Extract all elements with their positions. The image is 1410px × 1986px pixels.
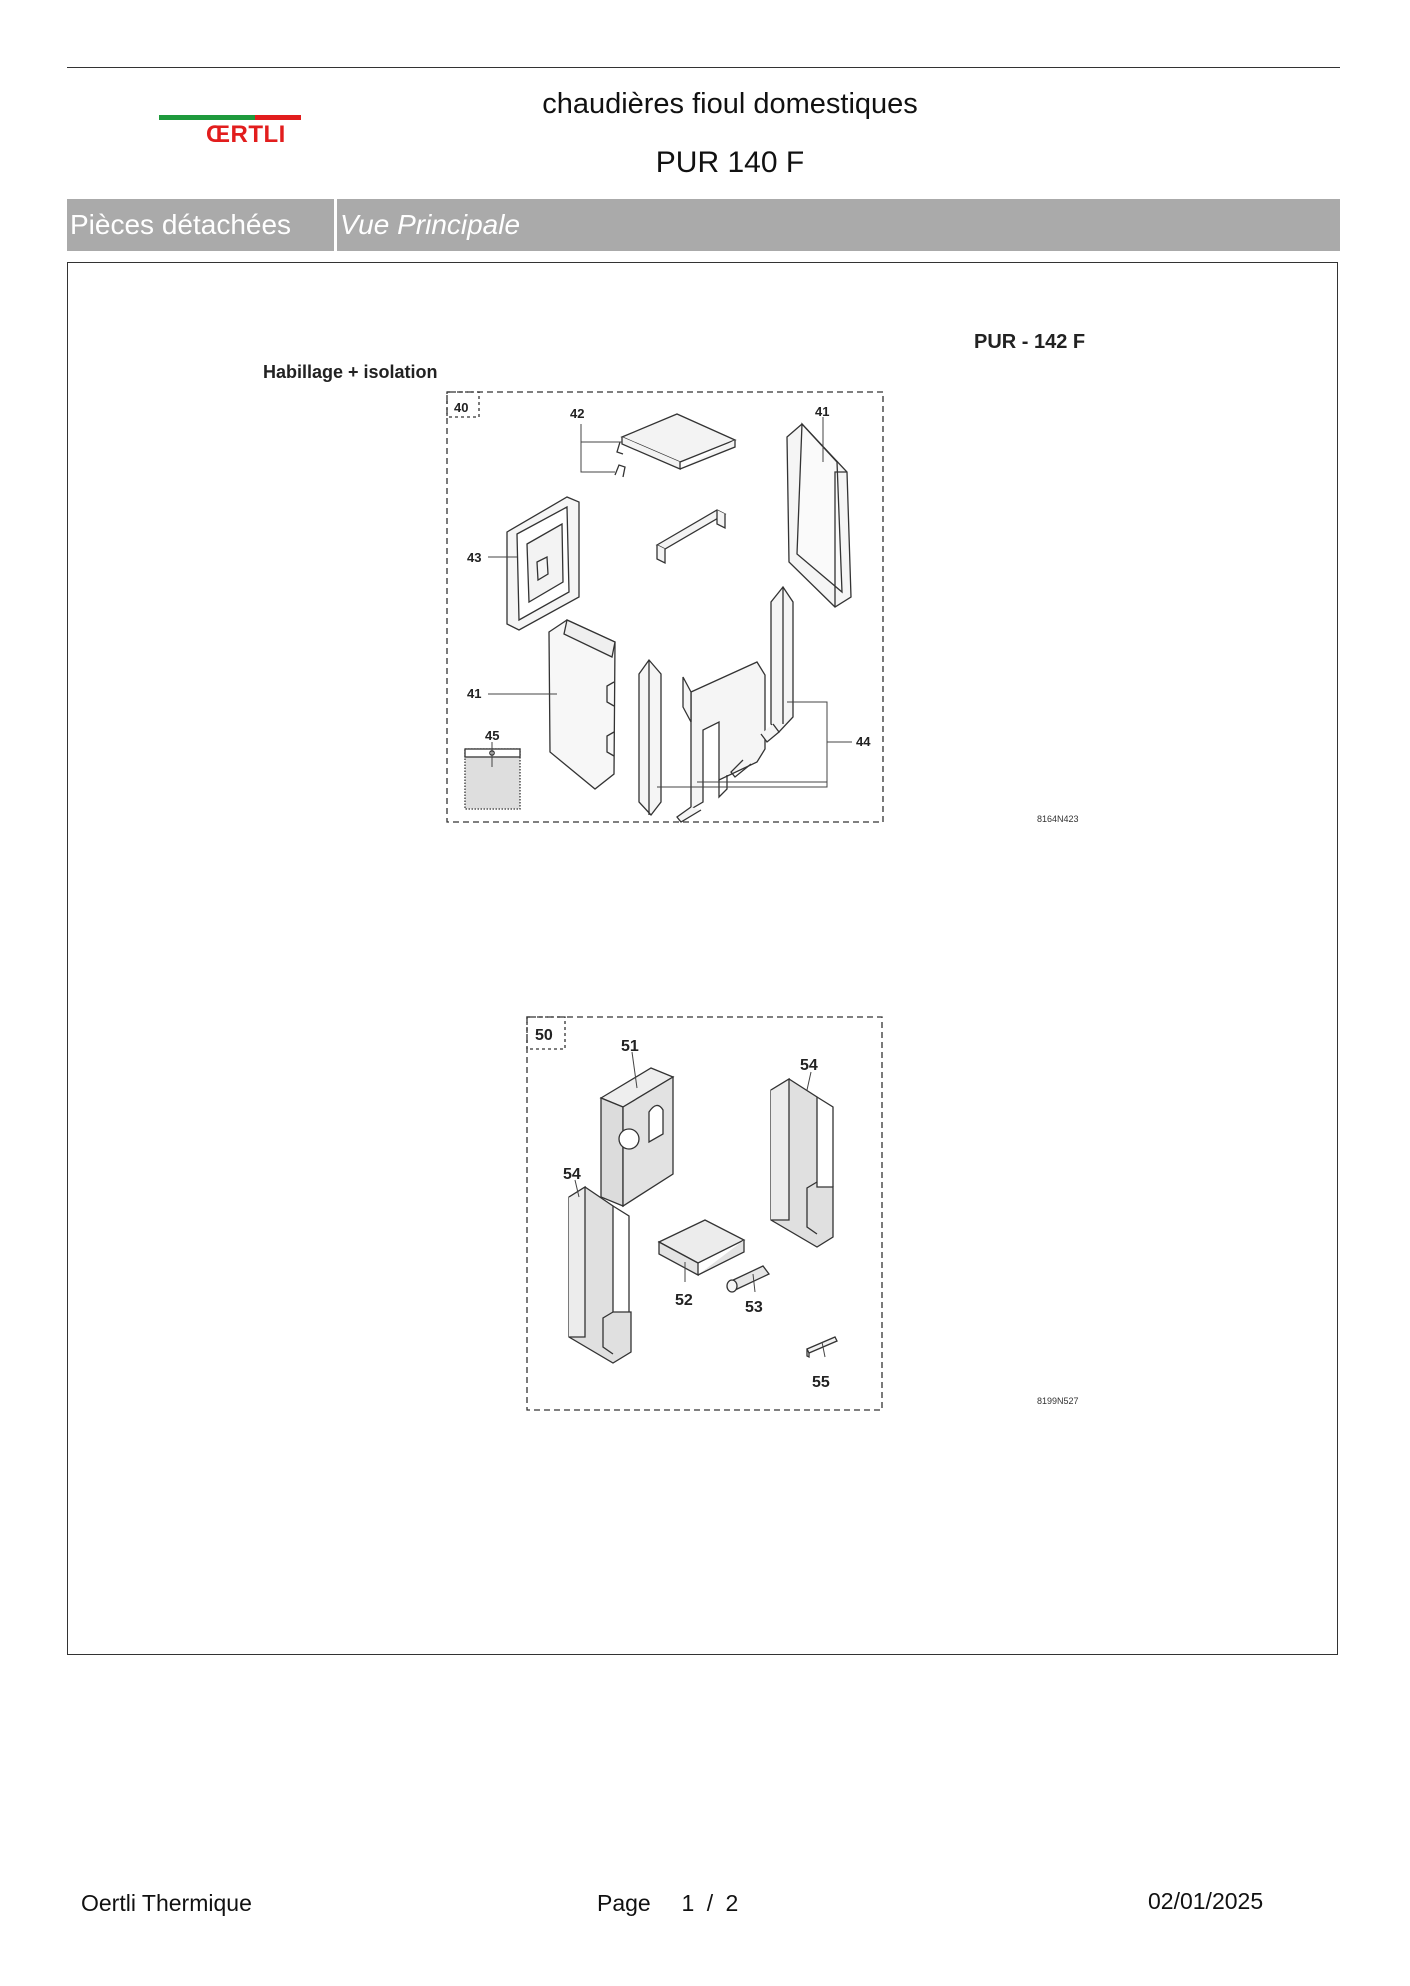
top-rule <box>67 67 1340 68</box>
callout-43: 43 <box>467 550 482 565</box>
part-bracket <box>657 510 725 563</box>
callout-51: 51 <box>621 1038 639 1055</box>
page-separator: / <box>706 1890 714 1916</box>
section-label: Pièces détachées <box>70 209 292 240</box>
footer-company: Oertli Thermique <box>81 1890 252 1916</box>
callout-44: 44 <box>856 734 871 749</box>
part-41-right-panel <box>787 424 851 607</box>
callout-45: 45 <box>485 728 500 743</box>
page-label: Page <box>597 1890 651 1916</box>
part-41-left-panel <box>549 620 615 789</box>
figure-habillage <box>447 392 1079 824</box>
model-name: PUR 140 F <box>655 146 805 179</box>
callout-52: 52 <box>675 1292 693 1309</box>
figure2-group-number: 50 <box>535 1027 553 1044</box>
callout-41-top: 41 <box>815 404 830 419</box>
page-total: 2 <box>725 1890 739 1916</box>
figure1-group-number: 40 <box>454 400 469 415</box>
part-52-pad <box>659 1220 744 1275</box>
part-53-cylinder <box>727 1266 769 1292</box>
part-55-clip <box>807 1337 837 1357</box>
figure-isolation <box>527 1017 1079 1410</box>
callout-54-right: 54 <box>800 1057 818 1074</box>
part-42-top-panel <box>615 414 735 477</box>
group-title: Habillage + isolation <box>263 362 438 382</box>
callout-55: 55 <box>812 1374 830 1391</box>
band-divider <box>334 199 337 251</box>
page-current: 1 <box>681 1890 695 1916</box>
logo-wordmark: ŒRTLI <box>206 121 286 148</box>
callout-42: 42 <box>570 406 585 421</box>
logo-green-bar <box>159 115 255 120</box>
exploded-parts-drawing <box>67 262 1338 1655</box>
footer-pagination <box>597 1890 738 1917</box>
oertli-logo <box>155 112 305 152</box>
document-title: chaudières fioul domestiques <box>542 88 918 120</box>
callout-54-left: 54 <box>563 1166 581 1183</box>
part-51-insulation-block <box>601 1068 673 1206</box>
logo-red-bar <box>255 115 301 120</box>
view-label: Vue Principale <box>340 209 521 240</box>
figure2-code: 8199N527 <box>1037 1396 1079 1406</box>
part-54-right-block <box>771 1079 833 1247</box>
model-label: PUR - 142 F <box>974 331 1086 353</box>
callout-53: 53 <box>745 1299 763 1316</box>
callout-41-bottom: 41 <box>467 686 482 701</box>
footer-date: 02/01/2025 <box>1148 1888 1264 1914</box>
part-54-left-block <box>569 1187 631 1363</box>
figure1-code: 8164N423 <box>1037 814 1079 824</box>
part-43-back-frame <box>507 497 579 630</box>
